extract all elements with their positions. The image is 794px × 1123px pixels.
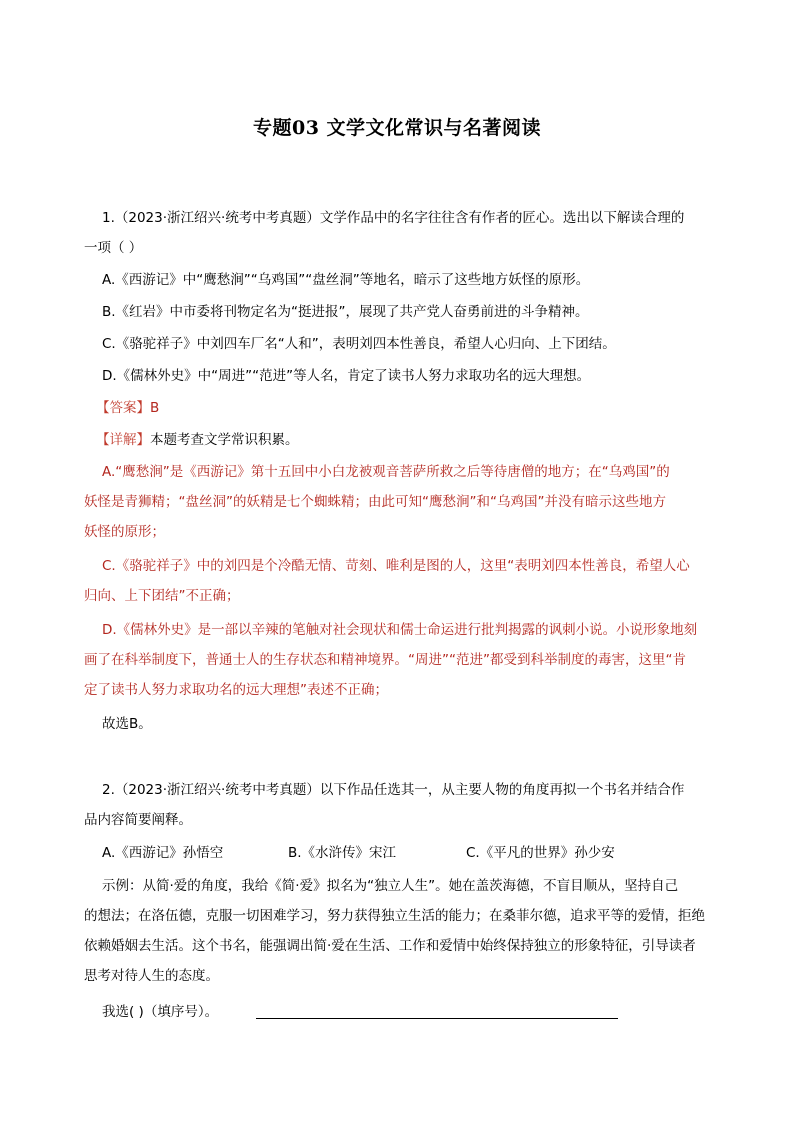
q1-option-a: A.《西游记》中“鹰愁涧”“乌鸡国”“盘丝洞”等地名，暗示了这些地方妖怪的原形。 xyxy=(102,272,590,288)
q1-option-b: B.《红岩》中市委将刊物定名为“挺进报”，展现了共产党人奋勇前进的斗争精神。 xyxy=(102,304,589,320)
q2-example-line2: 的想法；在洛伍德，克服一切困难学习，努力获得独立生活的能力；在桑菲尔德，追求平等的爱情，拒绝 xyxy=(84,908,705,924)
q2-stem-line1: 2.（2023·浙江绍兴·统考中考真题）以下作品任选其一，从主要人物的角度再拟一个书名并结合作 xyxy=(102,782,685,798)
q2-option-b: B.《水浒传》宋江 xyxy=(288,845,397,861)
q1-conclusion: 故选B。 xyxy=(102,716,152,732)
q2-choose-prompt: 我选( )（填序号）。 xyxy=(102,1004,219,1020)
q1-option-c: C.《骆驼祥子》中刘四车厂名“人和”，表明刘四本性善良，希望人心归向、上下团结。 xyxy=(102,336,616,352)
answer-value: B xyxy=(150,400,160,416)
q1-detail-d-line3: 定了读书人努力求取功名的远大理想”表述不正确； xyxy=(84,682,388,698)
answer-label: 【答案】 xyxy=(96,400,150,416)
q2-option-c: C.《平凡的世界》孙少安 xyxy=(466,845,615,861)
q1-detail-c-line1: C.《骆驼祥子》中的刘四是个冷酷无情、苛刻、唯利是图的人，这里“表明刘四本性善良，希望人心 xyxy=(102,558,690,574)
q1-detail-intro xyxy=(96,430,299,450)
q1-option-d: D.《儒林外史》中“周进”“范进”等人名，肯定了读书人努力求取功名的远大理想。 xyxy=(102,368,591,384)
q1-stem-line2: 一项（ ） xyxy=(84,240,143,256)
q2-stem-line2: 品内容简要阐释。 xyxy=(84,812,192,828)
page-title: 专题03 文学文化常识与名著阅读 xyxy=(252,117,542,139)
q2-example-line3: 依赖婚姻去生活。这个书名，能强调出简·爱在生活、工作和爱情中始终保持独立的形象特征，引导读者 xyxy=(84,938,696,954)
q1-stem-line1: 1.（2023·浙江绍兴·统考中考真题）文学作品中的名字往往含有作者的匠心。选出以下解读合理的 xyxy=(102,210,685,226)
detail-label: 【详解】 xyxy=(96,432,150,448)
q1-detail-a-line1: A.“鹰愁涧”是《西游记》第十五回中小白龙被观音菩萨所救之后等待唐僧的地方；在“乌鸡国”的 xyxy=(102,464,670,480)
answer-blank-line[interactable] xyxy=(256,1018,618,1019)
q2-example-line4: 思考对待人生的态度。 xyxy=(84,968,219,984)
q1-detail-d-line2: 画了在科举制度下，普通士人的生存状态和精神境界。“周进”“范进”都受到科举制度的毒害，这里“肯 xyxy=(84,652,686,668)
q1-answer xyxy=(96,398,159,418)
q2-option-a: A.《西游记》孙悟空 xyxy=(102,845,224,861)
detail-intro-text: 本题考查文学常识积累。 xyxy=(150,432,299,448)
q1-detail-d-line1: D.《儒林外史》是一部以辛辣的笔触对社会现状和儒士命运进行批判揭露的讽刺小说。小说形象地刻 xyxy=(102,622,698,638)
q1-detail-c-line2: 归向、上下团结”不正确； xyxy=(84,588,240,604)
q2-example-line1: 示例：从简·爱的角度，我给《简·爱》拟名为“独立人生”。她在盖茨海德，不盲目顺从，坚持自己 xyxy=(102,878,679,894)
q1-detail-a-line3: 妖怪的原形； xyxy=(84,524,165,540)
q1-detail-a-line2: 妖怪是青狮精；“盘丝洞”的妖精是七个蜘蛛精；由此可知“鹰愁涧”和“乌鸡国”并没有暗示这些地方 xyxy=(84,494,666,510)
